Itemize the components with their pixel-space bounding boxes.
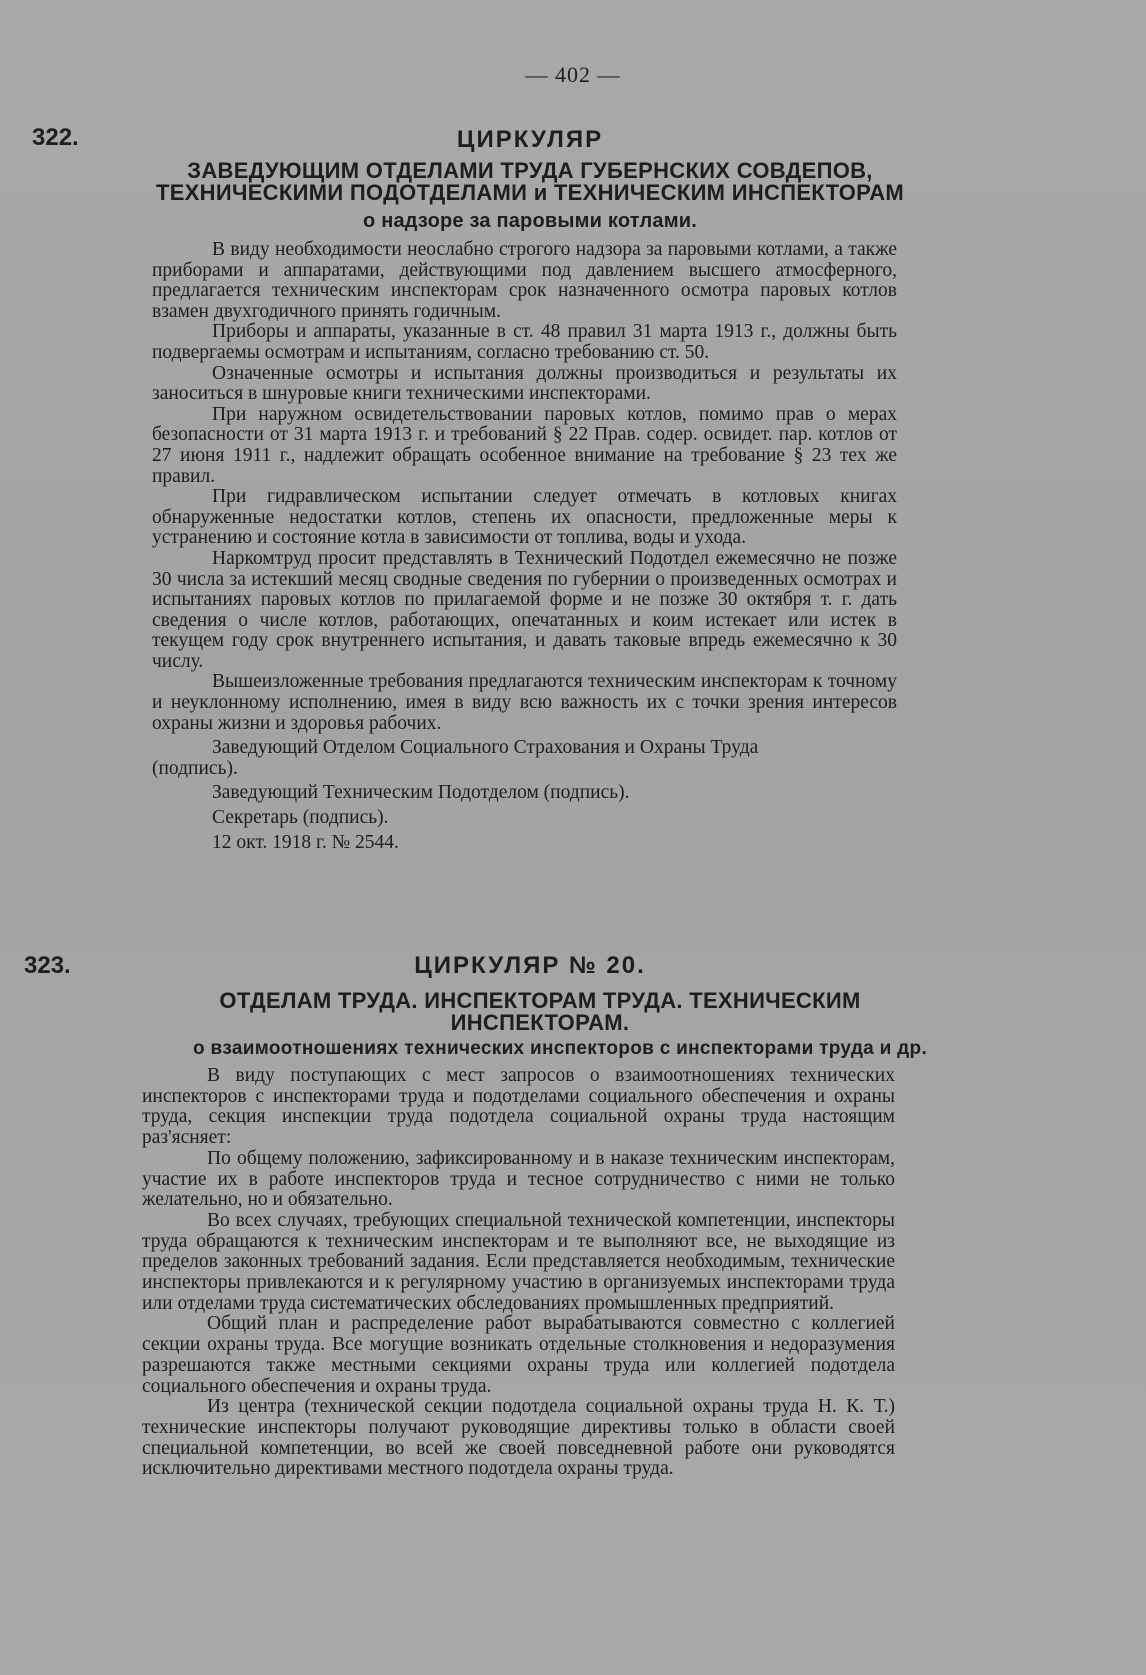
circular-322-number: 322. — [32, 124, 79, 151]
paragraph: В виду необходимости неослабно строгого надзора за паровыми котлами, а также приборами и аппаратами, действующими под давлением высшего атмосферного, предлагается техническим инспекторам срок назначенного осмотра паровых котлов взамен двухгодичного принять годичным. — [152, 239, 897, 322]
paragraph: Означенные осмотры и испытания должны производиться и результаты их заноситься в шнуровые книги техническими инспекторами. — [152, 362, 897, 405]
circular-322-subject: о надзоре за паровыми котлами. — [363, 210, 697, 232]
paragraph: В виду поступающих с мест запросов о взаимоотношениях технических инспекторов с инспекторами труда и подотделами социального обеспечения и охраны труда, секция инспекции труда подотдела социальной охраны труда настоящим раз'ясняет: — [142, 1065, 895, 1149]
paragraph: Вышеизложенные требования предлагаются техническим инспекторам к точному и неуклонному исполнению, имея в виду всю важность их с точки зрения интересов охраны жизни и здоровья рабочих. — [152, 671, 897, 734]
circular-322-addressee-line2: ТЕХНИЧЕСКИМИ ПОДОТДЕЛАМИ и ТЕХНИЧЕСКИМ ИНСПЕКТОРАМ — [155, 180, 905, 205]
circular-323-number: 323. — [24, 952, 71, 979]
circular-323-addressee-line1: ОТДЕЛАМ ТРУДА. ИНСПЕКТОРАМ ТРУДА. ТЕХНИЧЕСКИМ — [219, 988, 861, 1013]
paragraph: Наркомтруд просит представлять в Технический Подотдел ежемесячно не позже 30 числа за истекший месяц сводные сведения по губернии о произведенных осмотрах и испытаниях паровых котлов по прилагаемой форме и не позже 30 октября т. г. дать сведения о числе котлов, работающих, опечатанных и коим истекает или истек в текущем году срок внутреннего испытания, и давать таковые впредь ежемесячно к 30 числу. — [152, 547, 897, 672]
signature-head-technical: Заведующий Техническим Подотделом (подпись). — [212, 782, 630, 804]
signature-secretary: Секретарь (подпись). — [212, 807, 389, 829]
circular-322-addressee-line1: ЗАВЕДУЮЩИМ ОТДЕЛАМИ ТРУДА ГУБЕРНСКИХ СОВДЕПОВ, — [187, 158, 873, 183]
signature-note: (подпись). — [152, 757, 238, 779]
circular-323-title: ЦИРКУЛЯР № 20. — [414, 952, 646, 979]
signature-head-social: Заведующий Отделом Социального Страхования и Охраны Труда — [212, 737, 759, 759]
circular-323-subject: о взаимоотношениях технических инспекторов с инспекторами труда и др. — [192, 1038, 928, 1059]
circular-322-body — [152, 240, 897, 853]
paragraph: Приборы и аппараты, указанные в ст. 48 правил 31 марта 1913 г., должны быть подвергаемы осмотрам и испытаниям, согласно требованию ст. 50. — [152, 321, 897, 363]
paragraph: Из центра (технической секции подотдела социальной охраны труда Н. К. Т.) технические инспекторы получают руководящие директивы только в области своей специальной компетенции, во всей же своей повседневной работе они руководятся исключительно директивами местного подотдела охраны труда. — [142, 1396, 895, 1480]
paragraph: Общий план и распределение работ вырабатываются совместно с коллегией секции охраны труда. Все могущие возникать отдельные столкновения и недоразумения разрешаются также местными секциями охраны труда или коллегией подотдела социального обеспечения и охраны труда. — [142, 1313, 895, 1397]
paragraph: При гидравлическом испытании следует отмечать в котловых книгах обнаруженные недостатки котлов, степень их опасности, предложенные меры к устранению и состояние котла в зависимости от топлива, воды и ухода. — [152, 486, 897, 549]
paragraph: Во всех случаях, требующих специальной технической компетенции, инспекторы труда обращаются к техническим инспекторам и те выполняют все, не выходящие из пределов законных требований задания. Если представляется необходимым, технические инспекторы привлекаются и к регулярному участию в организуемых инспекторами труда или отделами труда систематических обследованиях промышленных предприятий. — [142, 1209, 895, 1314]
page-number: — 402 — — [525, 62, 621, 87]
circular-323-addressee-line2: ИНСПЕКТОРАМ. — [450, 1010, 630, 1035]
paragraph: По общему положению, зафиксированному и в наказе техническим инспекторам, участие их в работе инспекторов труда и тесное сотрудничество с ними не только желательно, но и обязательно. — [142, 1147, 895, 1211]
circular-322-title: ЦИРКУЛЯР — [456, 126, 604, 153]
paragraph: При наружном освидетельствовании паровых котлов, помимо прав о мерах безопасности от 31 марта 1913 г. и требований § 22 Прав. содер. освидет. пар. котлов от 27 июня 1911 г., надлежит обращать особенное внимание на требование § 23 тех же правил. — [152, 403, 897, 487]
circular-323-body — [142, 1066, 895, 1480]
circular-322-date: 12 окт. 1918 г. № 2544. — [212, 831, 399, 853]
